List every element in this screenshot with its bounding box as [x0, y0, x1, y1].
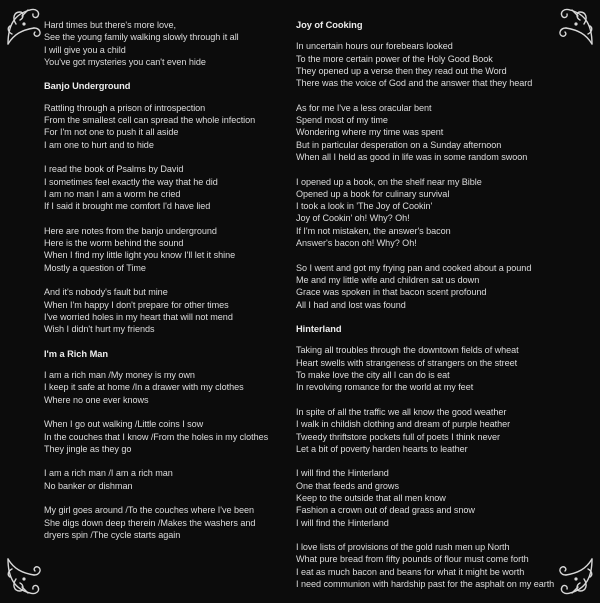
lyric-line: When I go out walking /Little coins I sow: [44, 419, 204, 430]
lyric-line: They opened up a verse then they read out the Word: [296, 65, 507, 76]
lyric-line: Answer's bacon oh! Why? Oh!: [296, 238, 417, 249]
lyric-line: In the couches that I know /From the holes in my clothes: [44, 431, 269, 442]
lyric-line: So I went and got my frying pan and cooked about a pound: [296, 262, 532, 273]
lyric-line: And it's nobody's fault but mine: [44, 287, 168, 298]
song-section: [296, 323, 588, 590]
lyric-line: What pure bread from fifty pounds of flour must come forth: [296, 554, 529, 565]
song-section: [44, 348, 294, 541]
lyric-line: There was the voice of God and the answer that they heard: [296, 78, 533, 89]
lyric-line: In spite of all the traffic we all know the good weather: [296, 406, 507, 417]
lyric-stanza: [44, 418, 294, 455]
lyric-line: Wish I didn't hurt my friends: [44, 324, 155, 335]
lyric-line: I will find the Hinterland: [296, 517, 389, 528]
lyric-line: I love lists of provisions of the gold rush men up North: [296, 542, 510, 553]
lyric-line: I've worried holes in my heart that will not mend: [44, 311, 233, 322]
lyric-line: Let a bit of poverty harden hearts to leather: [296, 443, 468, 454]
lyric-line: If I'm not mistaken, the answer's bacon: [296, 225, 451, 236]
lyric-line: Joy of Cookin' oh! Why? Oh!: [296, 213, 410, 224]
lyric-stanza: [44, 369, 294, 406]
lyric-line: See the young family walking slowly through it all: [44, 32, 239, 43]
corner-ornament-icon: [4, 4, 48, 48]
lyric-stanza: [296, 406, 588, 455]
lyric-line: I am a rich man /My money is my own: [44, 370, 195, 381]
lyric-line: Mostly a question of Time: [44, 262, 146, 273]
lyric-line: I will give you a child: [44, 44, 126, 55]
lyric-stanza: [296, 40, 588, 89]
lyric-line: I am a rich man /I am a rich man: [44, 468, 173, 479]
lyric-stanza: [44, 19, 294, 68]
lyric-line: Wondering where my time was spent: [296, 127, 444, 138]
lyric-line: In uncertain hours our forebears looked: [296, 41, 453, 52]
song-title: Banjo Underground: [44, 81, 131, 92]
lyric-line: Me and my little wife and children sat us down: [296, 274, 480, 285]
lyric-line: I am one to hurt and to hide: [44, 139, 154, 150]
lyric-line: Keep to the outside that all men know: [296, 492, 446, 503]
lyric-line: But in particular desperation on a Sunday afternoon: [296, 139, 502, 150]
lyric-line: Taking all troubles through the downtown fields of wheat: [296, 345, 519, 356]
lyric-line: I sometimes feel exactly the way that he did: [44, 176, 218, 187]
lyric-stanza: [44, 163, 294, 212]
lyric-stanza: [44, 102, 294, 151]
lyric-line: I keep it safe at home /In a drawer with my clothes: [44, 382, 244, 393]
lyric-line: Spend most of my time: [296, 115, 388, 126]
left-lyrics-column: [44, 19, 294, 553]
lyric-line: I walk in childish clothing and dream of purple heather: [296, 419, 511, 430]
lyric-line: As for me I've a less oracular bent: [296, 102, 432, 113]
lyric-line: I read the book of Psalms by David: [44, 164, 184, 175]
lyric-stanza: [296, 176, 588, 250]
lyric-stanza: [296, 344, 588, 393]
lyric-line: Where no one ever knows: [44, 394, 149, 405]
lyric-line: I opened up a book, on the shelf near my Bible: [296, 176, 482, 187]
lyric-line: I need communion with hardship past for the asphalt on my earth: [296, 579, 555, 590]
lyric-line: For I'm not one to push it all aside: [44, 127, 179, 138]
lyric-line: One that feeds and grows: [296, 480, 399, 491]
lyric-line: To the more certain power of the Holy Good Book: [296, 53, 493, 64]
lyric-line: Rattling through a prison of introspection: [44, 102, 206, 113]
lyric-line: I took a look in 'The Joy of Cookin': [296, 201, 433, 212]
song-title: Hinterland: [296, 324, 342, 335]
lyric-line: Grace was spoken in that bacon scent profound: [296, 287, 487, 298]
lyric-line: I eat as much bacon and beans for what it might be worth: [296, 566, 525, 577]
song-section: [44, 19, 294, 68]
lyric-line: I will find the Hinterland: [296, 468, 389, 479]
lyric-stanza: [296, 102, 588, 163]
corner-ornament-icon: [4, 555, 48, 599]
lyric-line: They jingle as they go: [44, 443, 132, 454]
lyric-stanza: [44, 504, 294, 541]
lyric-line: When all I held as good in life was in some random swoon: [296, 151, 528, 162]
lyric-stanza: [296, 541, 588, 590]
lyric-stanza: [296, 262, 588, 311]
lyric-line: To make love the city all I can do is eat: [296, 370, 450, 381]
lyric-line: Tweedy thriftstore pockets full of poets I think never: [296, 431, 501, 442]
lyric-stanza: [44, 286, 294, 335]
right-lyrics-column: [296, 19, 588, 603]
lyric-line: You've got mysteries you can't even hide: [44, 56, 206, 67]
lyric-line: If I said it brought me comfort I'd have lied: [44, 201, 211, 212]
lyric-line: When I find my little light you know I'll let it shine: [44, 250, 236, 261]
lyric-stanza: [44, 225, 294, 274]
song-title: I'm a Rich Man: [44, 348, 109, 359]
lyric-line: Here is the worm behind the sound: [44, 238, 184, 249]
lyric-line: My girl goes around /To the couches where I've been: [44, 505, 254, 516]
lyric-line: In revolving romance for the world at my feet: [296, 382, 474, 393]
lyric-line: When I'm happy I don't prepare for other times: [44, 299, 229, 310]
lyric-line: I am no man I am a worm he cried: [44, 188, 181, 199]
lyric-line: Here are notes from the banjo underground: [44, 225, 217, 236]
lyric-stanza: [296, 467, 588, 528]
lyric-line: Opened up a book for culinary survival: [296, 188, 450, 199]
lyric-line: dryers spin /The cycle starts again: [44, 529, 181, 540]
lyric-line: All I had and lost was found: [296, 299, 406, 310]
song-section: [296, 19, 588, 311]
lyric-stanza: [44, 467, 294, 492]
lyric-line: From the smallest cell can spread the whole infection: [44, 115, 256, 126]
lyric-line: Heart swells with strangeness of strangers on the street: [296, 357, 518, 368]
song-section: [44, 80, 294, 335]
lyric-line: She digs down deep therein /Makes the washers and: [44, 517, 256, 528]
song-title: Joy of Cooking: [296, 20, 363, 30]
lyric-line: No banker or dishman: [44, 480, 133, 491]
lyric-line: Fashion a crown out of dead grass and snow: [296, 505, 475, 516]
lyric-line: Hard times but there's more love,: [44, 20, 176, 30]
